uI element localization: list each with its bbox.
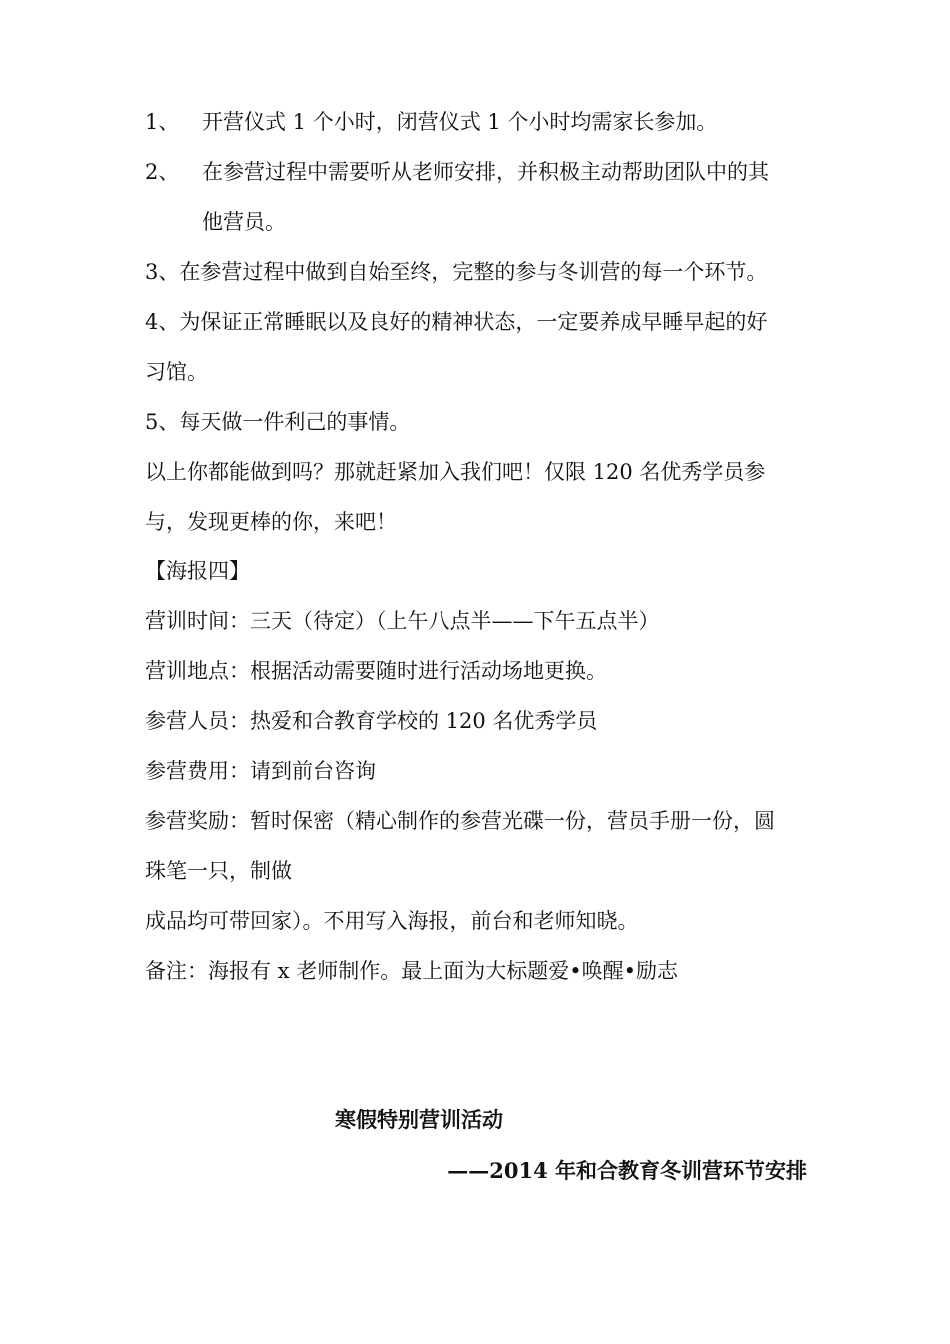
poster-label: 【海报四】 — [145, 559, 250, 583]
invite-line-2: 与，发现更棒的你，来吧！ — [145, 510, 397, 534]
section-title: 寒假特别营训活动 — [335, 1107, 503, 1132]
list-number: 2、 — [145, 160, 180, 184]
item-4-line-1: 4、为保证正常睡眠以及良好的精神状态，一定要养成早睡早起的好 — [145, 310, 768, 334]
camp-fee: 参营费用：请到前台咨询 — [145, 759, 376, 783]
list-number: 1、 — [145, 110, 180, 134]
camp-time: 营训时间：三天（待定）（上午八点半——下午五点半） — [145, 609, 660, 633]
section-subtitle: ——2014 年和合教育冬训营环节安排 — [447, 1158, 807, 1183]
list-item-1 — [145, 109, 717, 135]
list-text: 开营仪式 1 个小时，闭营仪式 1 个小时均需家长参加。 — [202, 110, 718, 134]
camp-people: 参营人员：热爱和合教育学校的 120 名优秀学员 — [145, 709, 598, 733]
poster-note: 备注：海报有 x 老师制作。最上面为大标题爱•唤醒•励志 — [145, 959, 678, 983]
list-item-2 — [145, 159, 769, 185]
camp-place: 营训地点：根据活动需要随时进行活动场地更换。 — [145, 659, 607, 683]
camp-reward-line-1: 参营奖励：暂时保密（精心制作的参营光碟一份，营员手册一份，圆 — [145, 809, 775, 833]
camp-reward-line-3: 成品均可带回家）。不用写入海报，前台和老师知晓。 — [145, 909, 639, 933]
list-item-2-continuation: 他营员。 — [202, 210, 286, 234]
camp-reward-line-2: 珠笔一只，制做 — [145, 859, 292, 883]
item-5: 5、每天做一件利己的事情。 — [145, 410, 411, 434]
list-text: 在参营过程中需要听从老师安排，并积极主动帮助团队中的其 — [202, 160, 769, 184]
item-4-line-2: 习馆。 — [145, 360, 208, 384]
item-3: 3、在参营过程中做到自始至终，完整的参与冬训营的每一个环节。 — [145, 260, 768, 284]
invite-line-1: 以上你都能做到吗？那就赶紧加入我们吧！仅限 120 名优秀学员参 — [145, 460, 766, 484]
